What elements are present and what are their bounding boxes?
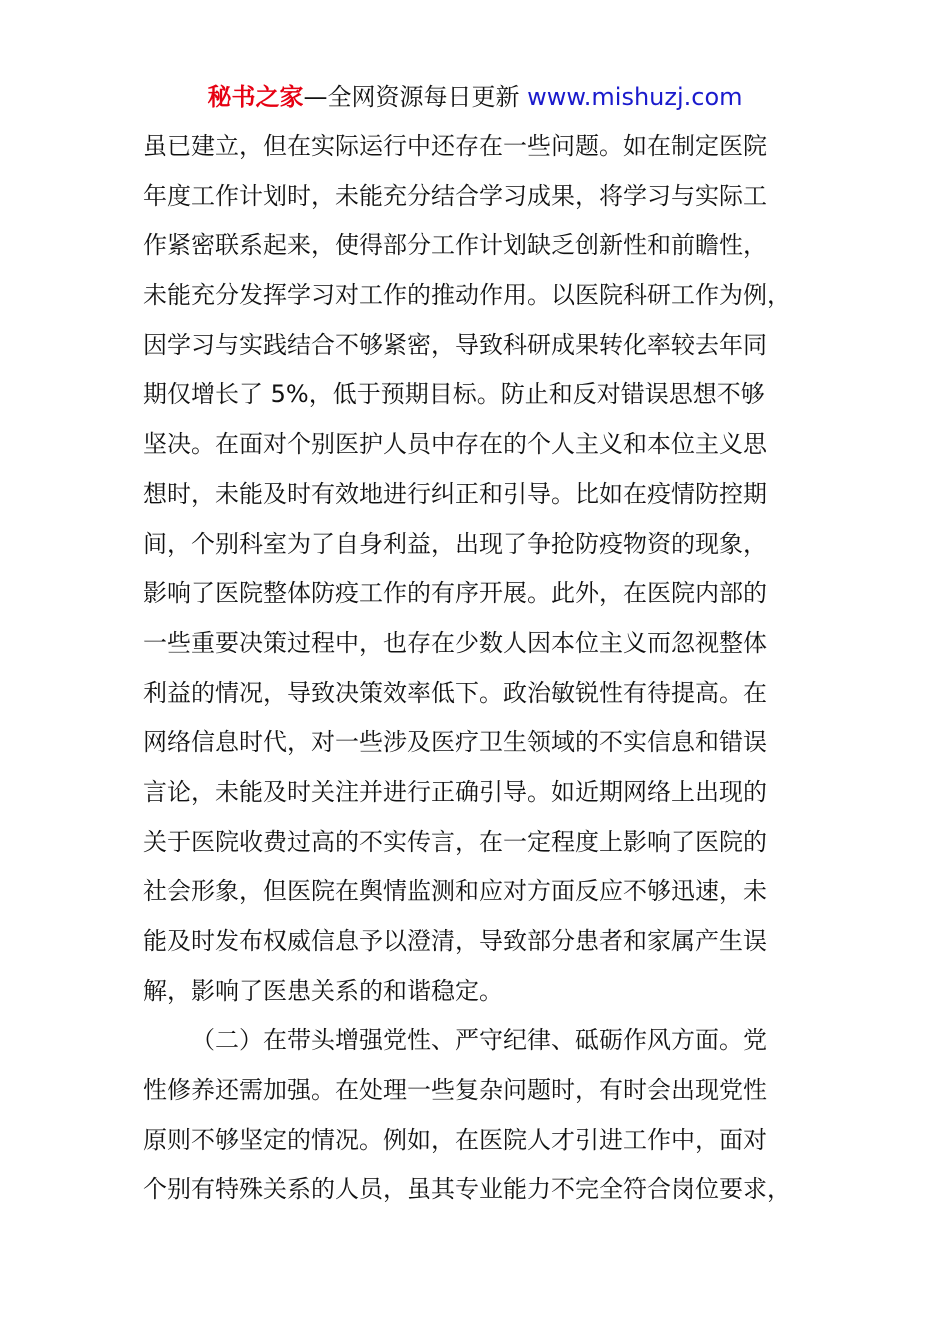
website-link[interactable]: www.mishuzj.com xyxy=(527,83,743,111)
section-heading-line: （二）在带头增强党性、严守纪律、砥砺作风方面。党 xyxy=(191,1026,767,1055)
text-line: 一些重要决策过程中，也存在少数人因本位主义而忽视整体 xyxy=(143,628,767,657)
text-line: 坚决。在面对个别医护人员中存在的个人主义和本位主义思 xyxy=(143,430,767,459)
text-line: 关于医院收费过高的不实传言，在一定程度上影响了医院的 xyxy=(143,827,767,856)
brand-name: 秘书之家 xyxy=(207,83,304,111)
text-line: 虽已建立，但在实际运行中还存在一些问题。如在制定医院 xyxy=(143,132,767,160)
text-line: 未能充分发挥学习对工作的推动作用。以医院科研工作为例， xyxy=(143,281,791,310)
text-line: 期仅增长了 5%，低于预期目标。防止和反对错误思想不够 xyxy=(143,380,765,409)
text-line: 利益的情况，导致决策效率低下。政治敏锐性有待提高。在 xyxy=(143,678,767,707)
page-header xyxy=(0,80,950,114)
header-tagline: —全网资源每日更新 xyxy=(303,83,528,111)
text-line: 网络信息时代，对一些涉及医疗卫生领域的不实信息和错误 xyxy=(143,728,767,757)
text-line: 因学习与实践结合不够紧密，导致科研成果转化率较去年同 xyxy=(143,330,767,359)
text-line: 能及时发布权威信息予以澄清，导致部分患者和家属产生误 xyxy=(143,927,767,955)
text-line: 个别有特殊关系的人员，虽其专业能力不完全符合岗位要求， xyxy=(143,1175,791,1204)
text-line: 年度工作计划时，未能充分结合学习成果，将学习与实际工 xyxy=(143,181,767,210)
text-line: 性修养还需加强。在处理一些复杂问题时，有时会出现党性 xyxy=(143,1076,767,1105)
text-line: 想时，未能及时有效地进行纠正和引导。比如在疫情防控期 xyxy=(143,479,767,508)
text-line: 解，影响了医患关系的和谐稳定。 xyxy=(143,976,503,1005)
text-line: 原则不够坚定的情况。例如，在医院人才引进工作中，面对 xyxy=(143,1125,767,1154)
document-body xyxy=(143,122,793,1215)
text-line: 间，个别科室为了自身利益，出现了争抢防疫物资的现象， xyxy=(143,529,767,558)
text-line: 社会形象，但医院在舆情监测和应对方面反应不够迅速，未 xyxy=(143,877,767,906)
text-line: 作紧密联系起来，使得部分工作计划缺乏创新性和前瞻性， xyxy=(143,231,767,260)
text-line: 言论，未能及时关注并进行正确引导。如近期网络上出现的 xyxy=(143,777,767,806)
text-line: 影响了医院整体防疫工作的有序开展。此外，在医院内部的 xyxy=(143,579,767,608)
